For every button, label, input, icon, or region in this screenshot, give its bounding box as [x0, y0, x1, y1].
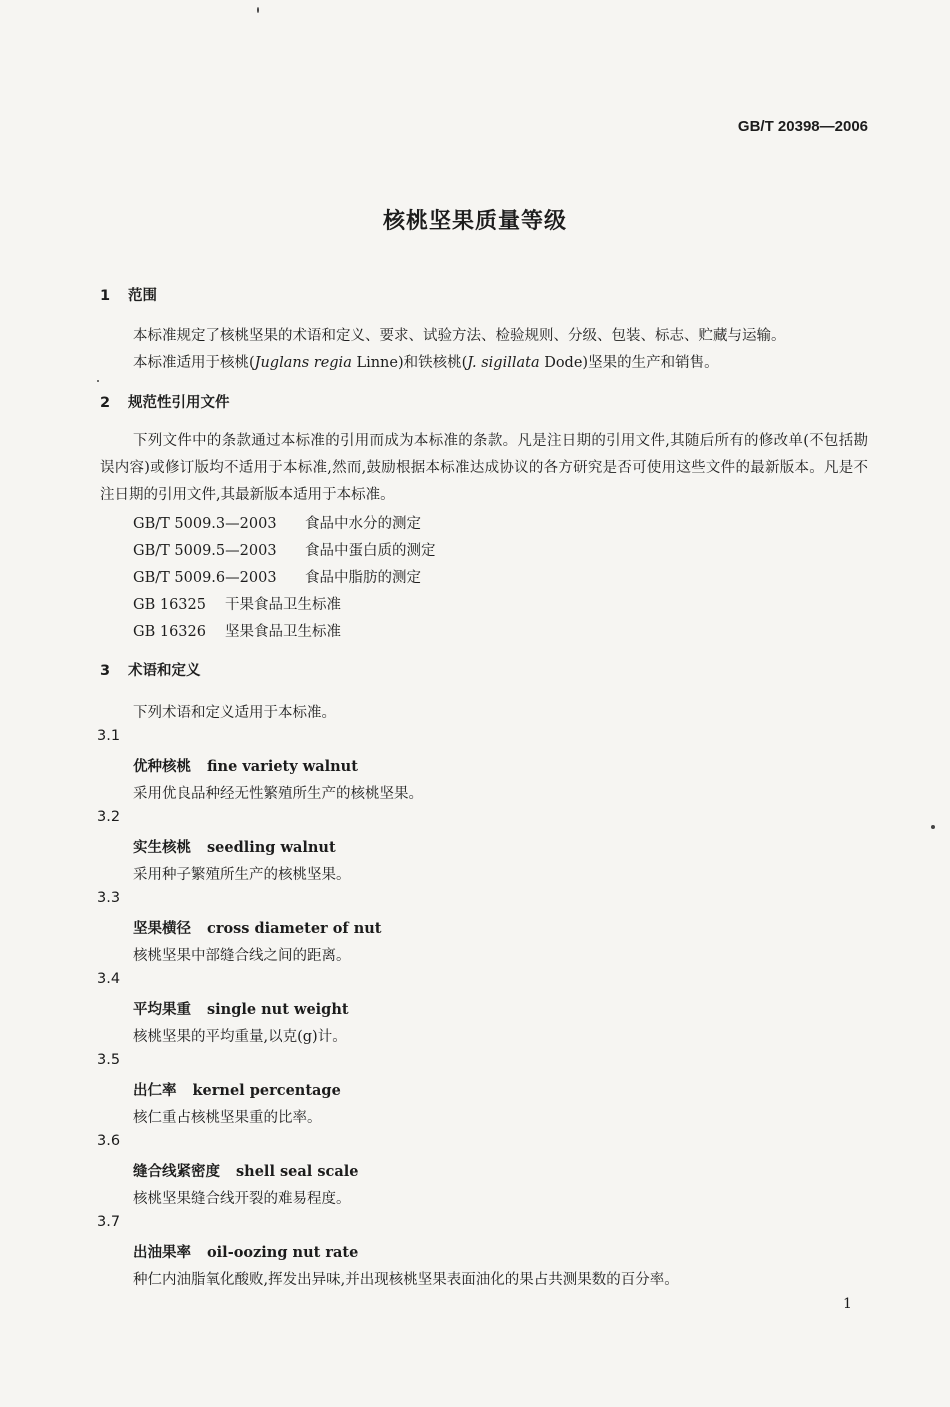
term-definition: 核桃坚果中部缝合线之间的距离。 — [133, 948, 351, 964]
scope-paragraph-1: 本标准规定了核桃坚果的术语和定义、要求、试验方法、检验规则、分级、包装、标志、贮藏与运输。 — [133, 328, 786, 344]
term-definition: 核桃坚果的平均重量,以克(g)计。 — [133, 1029, 347, 1045]
term-name — [133, 836, 336, 857]
scope-paragraph-2 — [133, 351, 719, 372]
reference-code: GB/T 5009.3—2003 — [133, 516, 277, 532]
scan-speck — [257, 7, 259, 13]
term-name — [133, 755, 358, 776]
terms-intro: 下列术语和定义适用于本标准。 — [133, 705, 336, 721]
section-1-heading — [100, 284, 157, 305]
term-en: cross diameter of nut — [207, 920, 382, 937]
term-zh: 平均果重 — [133, 1002, 191, 1018]
reference-title: 食品中蛋白质的测定 — [305, 543, 436, 559]
term-number: 3.7 — [97, 1214, 121, 1230]
section-number: 3 — [100, 663, 111, 679]
reference-title: 食品中脂肪的测定 — [305, 570, 421, 586]
reference-title: 坚果食品卫生标准 — [225, 624, 341, 640]
reference-code: GB/T 5009.6—2003 — [133, 570, 277, 586]
term-name — [133, 917, 381, 938]
term-number: 3.3 — [97, 890, 121, 906]
scientific-name: J. sigillata — [467, 355, 540, 371]
section-number: 1 — [100, 288, 111, 304]
term-zh: 出油果率 — [133, 1245, 191, 1261]
term-en: single nut weight — [207, 1001, 349, 1018]
page-number: 1 — [843, 1296, 852, 1312]
term-zh: 坚果横径 — [133, 921, 191, 937]
document-title: 核桃坚果质量等级 — [382, 209, 567, 234]
scan-speck — [931, 825, 935, 829]
term-zh: 优种核桃 — [133, 759, 191, 775]
term-name — [133, 1079, 341, 1100]
term-zh: 出仁率 — [133, 1083, 177, 1099]
term-en: oil-oozing nut rate — [207, 1244, 359, 1261]
section-3-heading — [100, 659, 201, 680]
reference-item — [133, 512, 421, 533]
term-en: fine variety walnut — [207, 758, 358, 775]
term-number: 3.6 — [97, 1133, 121, 1149]
term-definition: 采用种子繁殖所生产的核桃坚果。 — [133, 867, 351, 883]
term-en: shell seal scale — [236, 1163, 359, 1180]
term-en: seedling walnut — [207, 839, 336, 856]
reference-title: 食品中水分的测定 — [305, 516, 421, 532]
term-name — [133, 998, 349, 1019]
reference-code: GB/T 5009.5—2003 — [133, 543, 277, 559]
term-name — [133, 1241, 358, 1262]
reference-item — [133, 593, 341, 614]
term-number: 3.1 — [97, 728, 121, 744]
scientific-name: Juglans regia — [254, 355, 352, 371]
term-definition: 种仁内油脂氧化酸败,挥发出异味,并出现核桃坚果表面油化的果占共测果数的百分率。 — [133, 1272, 679, 1288]
reference-item — [133, 539, 436, 560]
term-number: 3.5 — [97, 1052, 121, 1068]
section-title: 术语和定义 — [128, 663, 201, 679]
section-title: 规范性引用文件 — [128, 395, 230, 411]
section-title: 范围 — [128, 288, 157, 304]
reference-title: 干果食品卫生标准 — [225, 597, 341, 613]
term-zh: 缝合线紧密度 — [133, 1164, 220, 1180]
text-run: Linne)和铁核桃( — [351, 355, 468, 371]
reference-item — [133, 620, 341, 641]
text-run: 本标准适用于核桃( — [133, 355, 255, 371]
term-definition: 采用优良品种经无性繁殖所生产的核桃坚果。 — [133, 786, 423, 802]
reference-code: GB 16326 — [133, 624, 206, 640]
normative-references-paragraph: 下列文件中的条款通过本标准的引用而成为本标准的条款。凡是注日期的引用文件,其随后所有的修改单(不包括勘误内容)或修订版均不适用于本标准,然而,鼓励根据本标准达成协议的各方研究是否可使用这些文件的最新版本。凡是不注日期的引用文件,其最新版本适用于本标准。 — [100, 433, 868, 503]
term-name — [133, 1160, 358, 1181]
text-run: Dode)坚果的生产和销售。 — [539, 355, 719, 371]
reference-code: GB 16325 — [133, 597, 206, 613]
term-zh: 实生核桃 — [133, 840, 191, 856]
scan-speck — [97, 380, 99, 382]
reference-item — [133, 566, 421, 587]
term-number: 3.4 — [97, 971, 121, 987]
term-en: kernel percentage — [192, 1082, 341, 1099]
standard-code: GB/T 20398—2006 — [737, 118, 868, 135]
section-number: 2 — [100, 395, 111, 411]
term-definition: 核仁重占核桃坚果重的比率。 — [133, 1110, 322, 1126]
term-definition: 核桃坚果缝合线开裂的难易程度。 — [133, 1191, 351, 1207]
section-2-heading — [100, 391, 230, 412]
term-number: 3.2 — [97, 809, 121, 825]
